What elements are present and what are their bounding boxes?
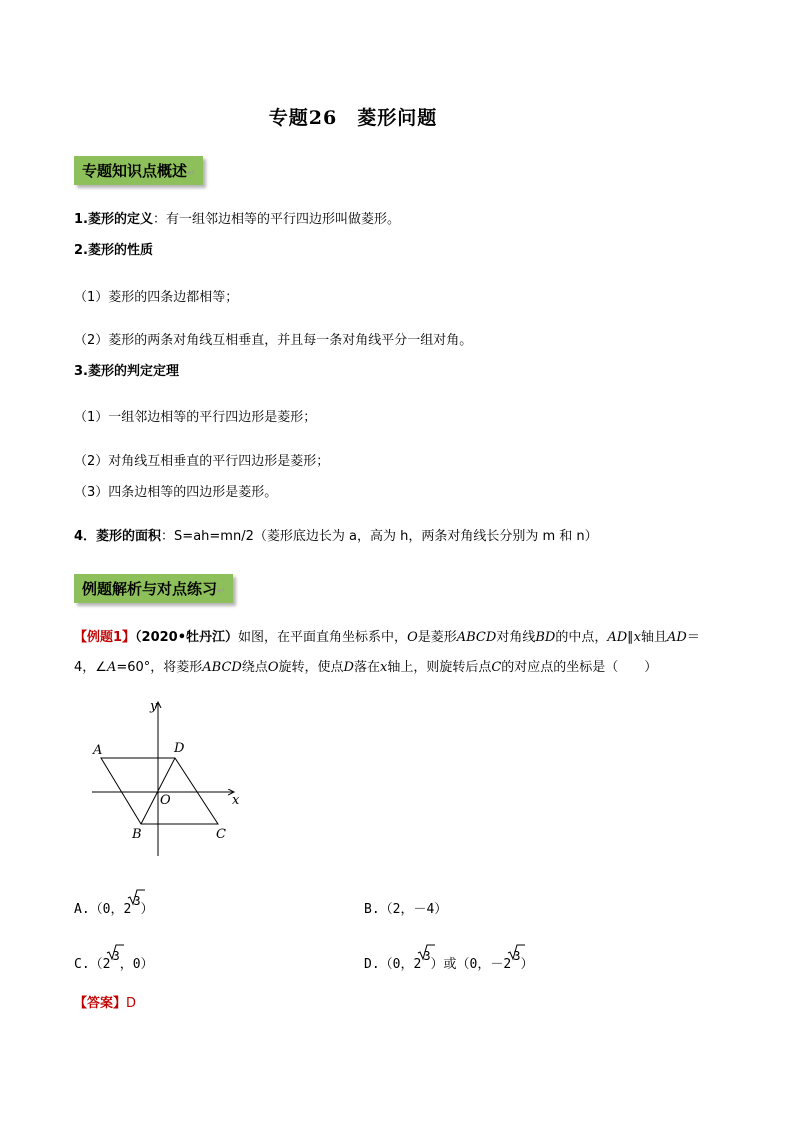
return-mark: ↵ — [187, 168, 196, 179]
sqrt-symbol: 3 — [423, 957, 430, 971]
knowledge-item-3-sub-2: （2）对角线互相垂直的平行四边形是菱形； — [74, 454, 330, 469]
page-title: 专题26 菱形问题 — [268, 107, 438, 129]
example-source: （2020•牡丹江） — [135, 630, 239, 645]
rhombus-abcd — [101, 758, 218, 824]
sqrt-symbol: 3 — [112, 957, 119, 971]
sqrt-symbol: 3 — [513, 957, 520, 971]
option-b[interactable]: B.（2，－4） — [364, 902, 448, 917]
vertex-label-a: A — [93, 743, 103, 758]
option-d[interactable]: D.（0，2 3）或（0，－2 3） — [364, 953, 533, 972]
rhombus-coordinate-figure — [88, 696, 258, 860]
section-banner-label: 专题知识点概述 — [82, 162, 188, 180]
knowledge-item-2-heading: 2.菱形的性质 — [74, 243, 153, 258]
item-heading: 1.菱形的定义 — [74, 212, 153, 227]
answer-line — [74, 996, 136, 1012]
knowledge-item-2-sub-1: （1）菱形的四条边都相等； — [74, 290, 239, 305]
example-tag: 【例题1】 — [74, 630, 136, 645]
origin-label-o: O — [160, 793, 171, 808]
return-mark: ↵ — [217, 586, 226, 597]
section-banner-examples — [74, 574, 233, 603]
knowledge-item-3-sub-3: （3）四条边相等的四边形是菱形。 — [74, 485, 278, 500]
item-heading: 4．菱形的面积 — [74, 529, 162, 544]
x-axis-label: x — [232, 793, 240, 808]
example-1-line-1: 【例题1】（2020•牡丹江）如图，在平面直角坐标系中，O是菱形ABCD对角线BD的中点，AD∥x轴且AD＝ — [74, 630, 700, 645]
option-a[interactable]: A.（0，2 3） — [74, 898, 154, 917]
item-text: ：S=ah=mn/2（菱形底边长为 a，高为 h，两条对角线长分别为 m 和 n） — [161, 529, 598, 544]
y-axis-label: y — [150, 699, 158, 714]
knowledge-item-3-sub-1: （1）一组邻边相等的平行四边形是菱形； — [74, 410, 317, 425]
section-banner-knowledge — [74, 156, 203, 185]
knowledge-item-1 — [74, 212, 400, 228]
knowledge-item-3-heading: 3.菱形的判定定理 — [74, 364, 179, 379]
knowledge-item-2-sub-2: （2）菱形的两条对角线互相垂直，并且每一条对角线平分一组对角。 — [74, 333, 473, 348]
sqrt-symbol: 3 — [133, 902, 140, 916]
vertex-label-b: B — [132, 827, 142, 842]
knowledge-item-4 — [74, 529, 598, 545]
vertex-label-d: D — [174, 741, 185, 756]
answer-label: 【答案】 — [74, 996, 127, 1011]
example-1-line-2: 4，∠A=60°，将菱形ABCD绕点O旋转，使点D落在x轴上，则旋转后点C的对应点的坐标是（ ） — [74, 660, 658, 675]
vertex-label-c: C — [216, 827, 226, 842]
option-c[interactable]: C.（2 3，0） — [74, 953, 154, 972]
item-text: ：有一组邻边相等的平行四边形叫做菱形。 — [152, 212, 400, 227]
answer-value: D — [126, 996, 137, 1011]
section-banner-label: 例题解析与对点练习 — [82, 580, 218, 598]
